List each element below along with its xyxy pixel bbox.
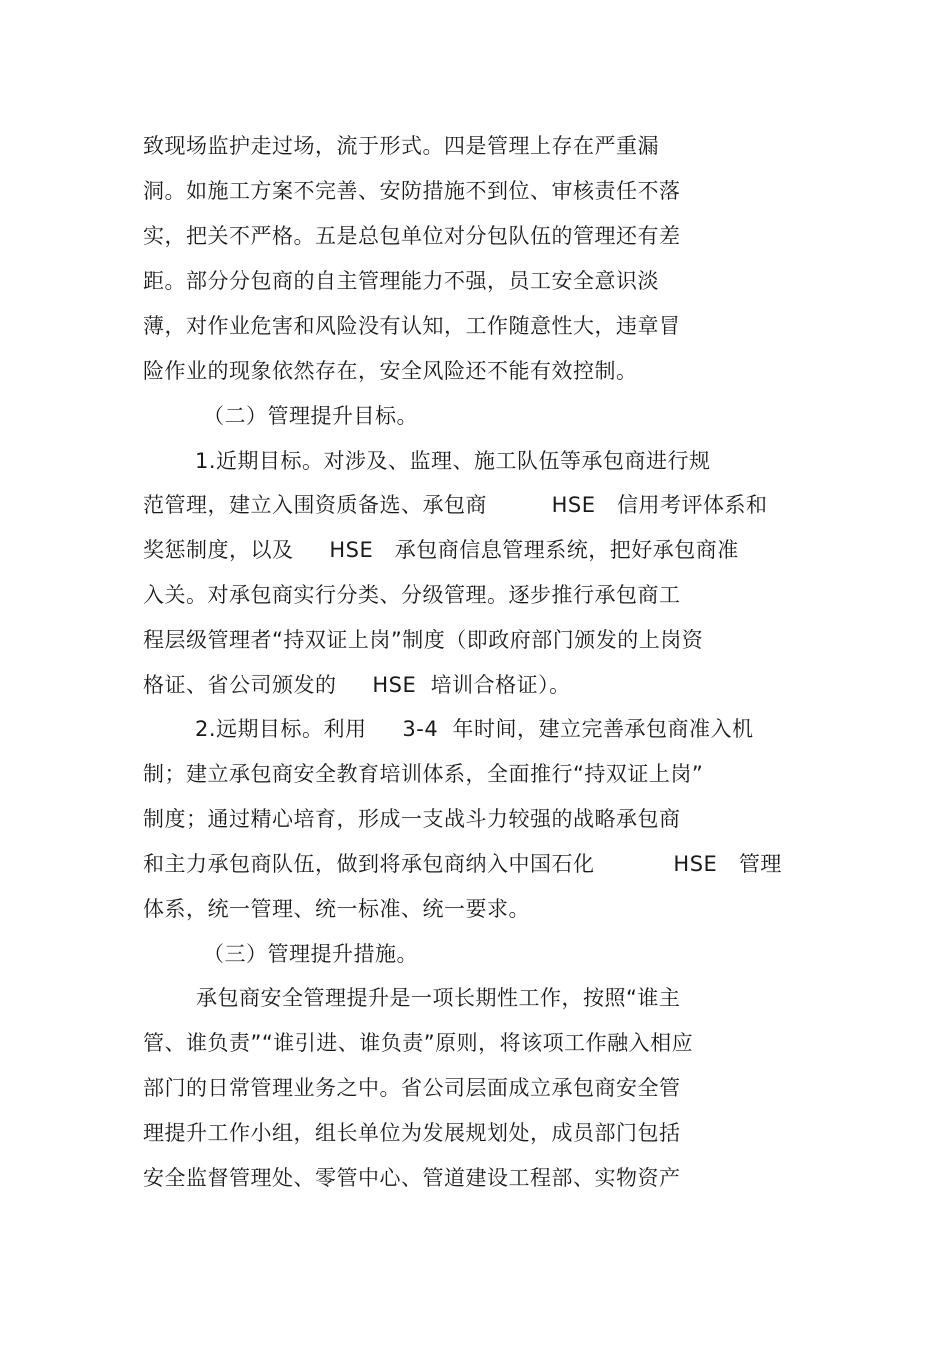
section-heading: （三）管理提升措施。 (203, 942, 418, 966)
text-line: 格证、省公司颁发的 HSE 培训合格证）。 (143, 673, 571, 697)
text-line: 程层级管理者“持双证上岗”制度（即政府部门颁发的上岗资 (143, 628, 704, 652)
text-line: 实，把关不严格。五是总包单位对分包队伍的管理还有差 (143, 224, 681, 248)
section-heading: （二）管理提升目标。 (203, 404, 418, 428)
text-line: 部门的日常管理业务之中。省公司层面成立承包商安全管 (143, 1076, 681, 1100)
text-line: 致现场监护走过场，流于形式。四是管理上存在严重漏 (143, 134, 659, 158)
text-line: 洞。如施工方案不完善、安防措施不到位、审核责任不落 (143, 179, 681, 203)
text-line: 理提升工作小组，组长单位为发展规划处，成员部门包括 (143, 1121, 681, 1145)
text-line: 奖惩制度，以及 HSE 承包商信息管理系统，把好承包商准 (143, 538, 739, 562)
text-line: 管、谁负责”“谁引进、谁负责”原则，将该项工作融入相应 (143, 1031, 694, 1055)
text-line: 1.近期目标。对涉及、监理、施工队伍等承包商进行规 (195, 449, 711, 473)
text-line: 范管理，建立入围资质备选、承包商 HSE 信用考评体系和 (143, 493, 768, 517)
text-line: 险作业的现象依然存在，安全风险还不能有效控制。 (143, 359, 638, 383)
text-line: 制度；通过精心培育，形成一支战斗力较强的战略承包商 (143, 807, 681, 831)
text-line: 体系，统一管理、统一标准、统一要求。 (143, 897, 530, 921)
text-line: 制；建立承包商安全教育培训体系，全面推行“持双证上岗” (143, 762, 704, 786)
text-line: 和主力承包商队伍，做到将承包商纳入中国石化 HSE 管理 (143, 852, 782, 876)
text-line: 入关。对承包商实行分类、分级管理。逐步推行承包商工 (143, 583, 681, 607)
text-line: 2.远期目标。利用 3-4 年时间，建立完善承包商准入机 (195, 717, 754, 741)
text-line: 薄，对作业危害和风险没有认知，工作随意性大，违章冒 (143, 314, 681, 338)
text-line: 距。部分分包商的自主管理能力不强，员工安全意识淡 (143, 269, 659, 293)
text-line: 承包商安全管理提升是一项长期性工作，按照“谁主 (196, 986, 681, 1010)
text-line: 安全监督管理处、零管中心、管道建设工程部、实物资产 (143, 1166, 681, 1190)
